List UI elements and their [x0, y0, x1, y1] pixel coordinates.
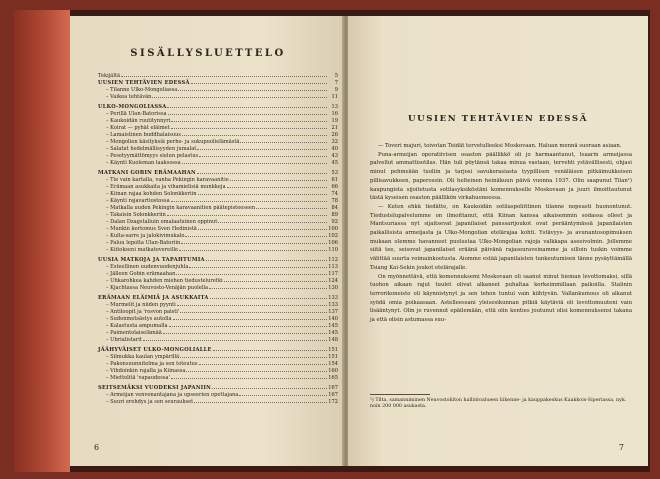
toc-page-number: 151: [328, 347, 338, 353]
toc-leader-dots: [191, 79, 327, 84]
toc-page-number: 117: [328, 271, 338, 277]
toc-leader-dots: [180, 353, 327, 358]
toc-page-number: 165: [328, 375, 338, 381]
toc-label: – Erämaan asukkaita ja vihamielisiä munkkeja: [106, 184, 226, 190]
toc-leader-dots: [169, 322, 327, 327]
toc-page-number: 124: [328, 278, 338, 284]
toc-section: [98, 346, 338, 381]
toc-page-number: 151: [328, 354, 338, 360]
toc-section: [98, 384, 338, 405]
toc-leader-dots: [256, 204, 327, 209]
toc-label: – Uhkarohkea kahden miehen tiedusteluretki: [106, 278, 223, 284]
toc-section: [98, 72, 338, 100]
toc-leader-dots: [178, 86, 327, 91]
contents-title: SISÄLLYSLUETTELO: [130, 48, 286, 59]
toc-page-number: 172: [328, 399, 338, 405]
toc-row: [98, 204, 338, 211]
toc-leader-dots: [180, 308, 327, 313]
toc-row: [98, 152, 338, 159]
toc-label: – Kalastusta ampumalla: [106, 323, 168, 329]
toc-row: [98, 131, 338, 138]
toc-row: [98, 256, 338, 263]
toc-section: [98, 256, 338, 291]
toc-leader-dots: [121, 72, 327, 77]
toc-label: JÄÄHYVÄISET ULKO-MONGOLIALLE: [98, 347, 212, 353]
toc-row: [98, 117, 338, 124]
toc-row: [98, 346, 338, 353]
toc-row: [98, 239, 338, 246]
toc-row: [98, 308, 338, 315]
toc-leader-dots: [224, 277, 327, 282]
toc-page-number: 106: [328, 240, 338, 246]
toc-label: – Vaikea tehtävän: [106, 94, 152, 100]
toc-page-number: 7: [334, 80, 338, 86]
toc-row: [98, 263, 338, 270]
toc-label: – Sudenmetsästys autolla: [106, 316, 172, 322]
toc-row: [98, 138, 338, 145]
toc-page-number: 66: [331, 184, 338, 190]
toc-page-number: 133: [328, 302, 338, 308]
toc-page-number: 45: [331, 160, 338, 166]
toc-page-number: 102: [328, 233, 338, 239]
open-book: [14, 10, 650, 472]
toc-row: [98, 103, 338, 110]
toc-label: – Takaisin Solonkkeriin: [106, 212, 166, 218]
toc-leader-dots: [199, 152, 327, 157]
toc-leader-dots: [171, 124, 327, 129]
toc-leader-dots: [163, 329, 327, 334]
toc-page-number: 100: [328, 226, 338, 232]
toc-label: – Armeijan venvonantajana ja upseerien opettajana: [106, 392, 239, 398]
right-page: [348, 16, 648, 466]
toc-page-number: 167: [328, 392, 338, 398]
toc-page-number: 92: [331, 219, 338, 225]
toc-page-number: 19: [331, 118, 338, 124]
toc-leader-dots: [152, 93, 327, 98]
toc-leader-dots: [171, 117, 327, 122]
left-page: [70, 16, 346, 466]
toc-label: – Murmelit ja niiden pyynti: [106, 302, 176, 308]
paragraph: Puna-armeijan operatiivisen osaston päällikkö oli jo harmaantunut, tsaarin armeijassa palvellut ammattisotilas. Hän tuli pöytänsä takaa minua vastaan, tervehti ystävällisesti, ohjasi minut pehmeään tuoliin ja tarjosi savukerasiasta tyypillisen venäläisen pitkäimukkeisen pillisavukkeen, paperossin. Oli helteinen heinäkuun päivä vuonna 1937. Olin saapunut Tilan¹) kaupungista sijoitetusta sotilasyksiköstäni komennukselle Moskovaan ja juuri ilmoittautunut tästä kyseisen osaston päällikön virkahuoneessa.: [370, 151, 632, 202]
toc-leader-dots: [186, 367, 327, 372]
toc-leader-dots: [176, 270, 327, 275]
toc-section: [98, 103, 338, 166]
toc-leader-dots: [210, 294, 327, 299]
toc-label: – Vihdoinkin rajalla ja Kiinassa: [106, 368, 186, 374]
toc-page-number: 140: [328, 316, 338, 322]
toc-label: – Kiitokseni matkatovereille: [106, 247, 178, 253]
toc-label: – Salatut hedelmällisyyden jumalat: [106, 146, 197, 152]
toc-label: – Käynti rajavartiostossa: [106, 198, 170, 204]
toc-page-number: 53: [331, 170, 338, 176]
toc-label: – Paimentolaiselämää: [106, 330, 162, 336]
toc-leader-dots: [239, 391, 327, 396]
toc-page-number: 133: [328, 295, 338, 301]
toc-page-number: 167: [328, 385, 338, 391]
toc-row: [98, 79, 338, 86]
toc-leader-dots: [182, 131, 327, 136]
toc-row: [98, 124, 338, 131]
table-of-contents: [98, 72, 338, 405]
toc-label: ULKO-MONGOLIASSA: [98, 104, 167, 110]
toc-label: – Munkin kertomus Sven Hedinistä: [106, 226, 197, 232]
toc-page-number: 11: [331, 94, 338, 100]
toc-page-number: 112: [328, 257, 338, 263]
page-number-left: 6: [94, 443, 100, 452]
toc-leader-dots: [143, 336, 327, 341]
paragraph: — Kuten ehkä tiedätte, on Kaukoidän sotilaspoliittinen tilanne nopeasti huonontunut. Tiedustelupalvelumme on ilmoittanut, että Kiinan kanssa aikaisemmin sodassa olleet ja Mantsuriassa nyt sijaitsevat japanilaiset panssarijoukot ovat perääntymässä japanilaisten paikallisista armeijasta ja Ulko-Mongolian etelärajaa kohti. Ystävyys- ja avunantosopimuksen mukaan olemme havanneet puolustaa Ulko-Mongolian rajoja valkkapa aseeivolmin. Jollemme siitä tee, seisovat japanilaiset eräänä päivänä rajaseuraveinamme ja silloin tuskin voimme välittää suurta voimainkoetusta. Aiomme estää japanilaisten tunkeutumisen tänne pysäyttämällä Tsiang Kai-Sekin joukot etelärajalle.: [370, 203, 632, 271]
toc-row: [98, 86, 338, 93]
toc-row: [98, 211, 338, 218]
toc-leader-dots: [181, 239, 327, 244]
toc-row: [98, 301, 338, 308]
toc-leader-dots: [177, 301, 327, 306]
toc-leader-dots: [213, 346, 327, 351]
toc-page-number: 154: [328, 361, 338, 367]
toc-label: – Tilanne Ulko-Mongoliassa: [106, 87, 178, 93]
toc-row: [98, 315, 338, 322]
toc-page-number: 78: [331, 198, 338, 204]
toc-row: [98, 360, 338, 367]
toc-section: [98, 294, 338, 343]
toc-page-number: 113: [328, 264, 338, 270]
toc-page-number: 160: [328, 368, 338, 374]
toc-label: – Käynti Kuoleman laaksossa: [106, 160, 181, 166]
toc-leader-dots: [198, 225, 327, 230]
footnote-rule: [370, 394, 430, 395]
toc-label: – Suuri erehdys ja sen seuraukset: [106, 399, 194, 405]
toc-row: [98, 294, 338, 301]
toc-label: ERÄMAAN ELÄIMIÄ JA ASUKKAITA: [98, 295, 209, 301]
toc-row: [98, 72, 338, 79]
toc-label: – Lamaistinen buddhalaisuus: [106, 132, 182, 138]
toc-row: [98, 336, 338, 343]
toc-label: – Kjachtassa Neuvosto-Venäjän puolella: [106, 285, 209, 291]
toc-leader-dots: [227, 183, 327, 188]
toc-row: [98, 284, 338, 291]
toc-leader-dots: [185, 232, 327, 237]
toc-leader-dots: [179, 246, 327, 251]
toc-row: [98, 169, 338, 176]
chapter-title: UUSIEN TEHTÄVIEN EDESSÄ: [408, 114, 588, 124]
toc-row: [98, 225, 338, 232]
toc-leader-dots: [189, 263, 327, 268]
toc-leader-dots: [167, 103, 327, 108]
toc-label: – Dalan Dzagstaliuin omalaatuinen oppinut: [106, 219, 218, 225]
toc-label: – Miettelitä 'vapaudessa': [106, 375, 170, 381]
toc-leader-dots: [173, 315, 327, 320]
toc-label: – Kiinan rajaa kohden Solonkkeriin: [106, 191, 197, 197]
toc-label: Tekijältä: [98, 73, 121, 79]
toc-page-number: 16: [331, 111, 338, 117]
toc-leader-dots: [168, 110, 327, 115]
toc-page-number: 145: [328, 323, 338, 329]
toc-row: [98, 270, 338, 277]
toc-row: [98, 190, 338, 197]
toc-leader-dots: [206, 256, 327, 261]
footnote: ¹) Tilta, samanniminen Neuvostoliiton hallintoalueen liikenne- ja kauppakeskus Kaakkois-Siperiassa, nyk. noin 200 000 asukasta.: [370, 398, 627, 410]
toc-leader-dots: [199, 360, 327, 365]
toc-row: [98, 145, 338, 152]
toc-page-number: 74: [331, 191, 338, 197]
toc-leader-dots: [218, 218, 327, 223]
toc-page-number: 84: [331, 205, 338, 211]
toc-label: – Mongolien käsityksiä perhe- ja sukupuolielämästä: [106, 139, 240, 145]
toc-label: SEITSEMÄKSI VUODEKSI JAPANIIN: [98, 385, 212, 391]
toc-leader-dots: [194, 398, 327, 403]
toc-page-number: 148: [328, 337, 338, 343]
chapter-body: [370, 142, 632, 325]
toc-row: [98, 110, 338, 117]
toc-page-number: 137: [328, 309, 338, 315]
toc-row: [98, 197, 338, 204]
toc-page-number: 145: [328, 330, 338, 336]
toc-row: [98, 384, 338, 391]
toc-label: – Esteellinen uudenvuodenjuhla: [106, 264, 189, 270]
toc-leader-dots: [197, 145, 327, 150]
page-number-right: 7: [618, 443, 624, 452]
toc-row: [98, 329, 338, 336]
toc-label: – Silmukka kaulan ympärillä: [106, 354, 180, 360]
toc-row: [98, 183, 338, 190]
toc-label: – Koirat — pyhät eläimet: [106, 125, 170, 131]
toc-page-number: 110: [328, 247, 338, 253]
toc-page-number: 26: [331, 132, 338, 138]
paragraph: On myönnettävä, että komennuksemi Moskovaan oli saanut minut hieman levottomaksi, sillä tuohon aikaan rajut tuulet olivat alkaneet puhaltaa korkeimmillaan paikoilla. Stalinin terrorikoneisto oli käynnistynyt ja sen tehon tuntui vain kiihtyvän. Vallankumous oli alkanut syödä omia poikaasaan. Astelleessani yleisesikunnan pitkiä käytäviä oli levottomuuteni vain lisääntynyt. Olin jo ruvennut epäilemään, että olin kenties joutunut olisi komennuksensi takana ja että olisin astumassa suu-: [370, 273, 632, 324]
toc-row: [98, 159, 338, 166]
toc-label: – Pakonsuunnitelma ja sen toteutus: [106, 361, 198, 367]
toc-row: [98, 353, 338, 360]
toc-leader-dots: [171, 197, 327, 202]
toc-label: UUSIA MATKOJA JA TAPAHTUMIA: [98, 257, 205, 263]
toc-page-number: 43: [331, 153, 338, 159]
toc-label: – Kulta-sarre ja jalokivimukalo: [106, 233, 185, 239]
toc-row: [98, 322, 338, 329]
toc-row: [98, 176, 338, 183]
toc-row: [98, 93, 338, 100]
toc-page-number: 13: [331, 104, 338, 110]
paragraph: — Toveri majuri, toivotan Teidät tervetulleeksi Moskovaan. Haluan mennä suoraan asiaan.: [378, 143, 622, 149]
toc-label: UUSIEN TEHTÄVIEN EDESSÄ: [98, 80, 190, 86]
toc-label: – Antiloopit ja 'rosvon paisti': [106, 309, 180, 315]
toc-row: [98, 246, 338, 253]
toc-label: – Perillä Ulan-Batorissa: [106, 111, 167, 117]
toc-label: – Paluu lepolta Ulan-Batoriin: [106, 240, 181, 246]
toc-label: – Ubrialistarit: [106, 337, 142, 343]
toc-leader-dots: [167, 211, 327, 216]
toc-page-number: 21: [331, 125, 338, 131]
toc-page-number: 89: [331, 212, 338, 218]
toc-page-number: 130: [328, 285, 338, 291]
toc-leader-dots: [182, 159, 327, 164]
toc-leader-dots: [197, 169, 327, 174]
book-cover-edge: [14, 10, 70, 472]
toc-row: [98, 374, 338, 381]
toc-section: [98, 169, 338, 253]
toc-leader-dots: [171, 374, 327, 379]
toc-label: – Kaukoidän ruutitynnyri: [106, 118, 171, 124]
toc-row: [98, 218, 338, 225]
toc-leader-dots: [209, 284, 327, 289]
toc-page-number: 5: [334, 73, 338, 79]
toc-page-number: 40: [331, 146, 338, 152]
toc-leader-dots: [230, 176, 327, 181]
toc-leader-dots: [212, 384, 327, 389]
toc-label: – Matkalla uuden Pekingin karavaanitien päätepisteeseen: [106, 205, 256, 211]
toc-page-number: 9: [334, 87, 338, 93]
toc-leader-dots: [198, 190, 328, 195]
toc-label: MATKANI GOBIN ERÄMAAHAN: [98, 170, 196, 176]
toc-page-number: 61: [331, 177, 338, 183]
toc-row: [98, 367, 338, 374]
toc-page-number: 32: [331, 139, 338, 145]
toc-row: [98, 398, 338, 405]
toc-row: [98, 277, 338, 284]
toc-label: – Jälleen Gobin erämaahan: [106, 271, 176, 277]
toc-label: – Pesetyymättömyys sielun pelastus: [106, 153, 199, 159]
toc-row: [98, 232, 338, 239]
toc-label: – Tie vain kartalla, vanha Pekingin karavaanitie: [106, 177, 229, 183]
toc-leader-dots: [240, 138, 327, 143]
toc-row: [98, 391, 338, 398]
